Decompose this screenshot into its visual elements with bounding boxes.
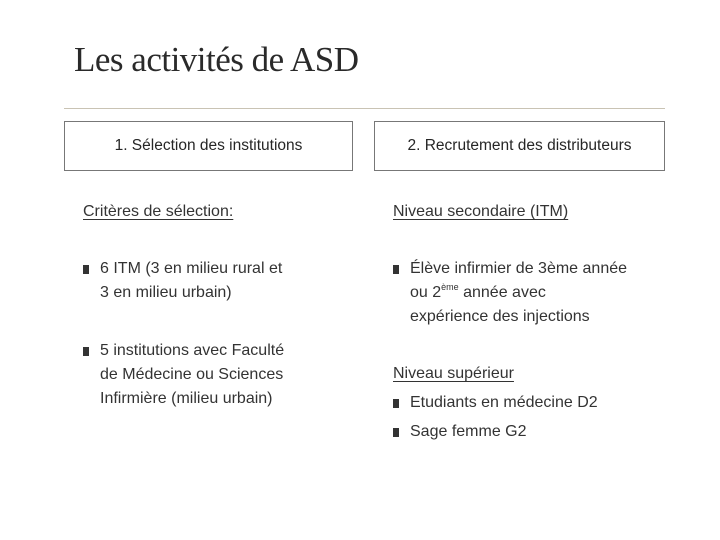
selection-criteria-heading: Critères de sélection: bbox=[83, 203, 234, 220]
secondary-level-heading: Niveau secondaire (ITM) bbox=[393, 203, 569, 220]
slide-title: Les activités de ASD bbox=[74, 40, 359, 79]
title-divider bbox=[64, 108, 665, 109]
list-item bbox=[393, 257, 627, 329]
list-item bbox=[393, 391, 598, 415]
right-column-header: 2. Recrutement des distributeurs bbox=[407, 137, 632, 154]
bullet-line-suffix: année avec bbox=[458, 284, 546, 301]
bullet-line: expérience des injections bbox=[410, 308, 590, 325]
list-item bbox=[83, 257, 282, 305]
bullet-line: Infirmière (milieu urbain) bbox=[100, 390, 273, 407]
list-item bbox=[83, 339, 284, 411]
bullet-line: 3 en milieu urbain) bbox=[100, 284, 232, 301]
bullet-line: 6 ITM (3 en milieu rural et bbox=[100, 260, 283, 277]
bullet-line: Etudiants en médecine D2 bbox=[410, 394, 598, 411]
bullet-line: de Médecine ou Sciences bbox=[100, 366, 284, 383]
left-column-header: 1. Sélection des institutions bbox=[114, 137, 303, 154]
bullet-line: Sage femme G2 bbox=[410, 423, 527, 440]
left-column-header-box bbox=[64, 121, 353, 171]
bullet-line-prefix: ou 2 bbox=[410, 284, 442, 301]
superior-level-heading: Niveau supérieur bbox=[393, 365, 514, 382]
bullet-line: Élève infirmier de 3ème année bbox=[410, 260, 628, 277]
bullet-line: 5 institutions avec Faculté bbox=[100, 342, 285, 359]
list-item bbox=[393, 420, 527, 444]
bullet-line bbox=[410, 281, 627, 305]
right-column-header-box bbox=[374, 121, 665, 171]
ordinal-superscript: ème bbox=[441, 282, 459, 292]
